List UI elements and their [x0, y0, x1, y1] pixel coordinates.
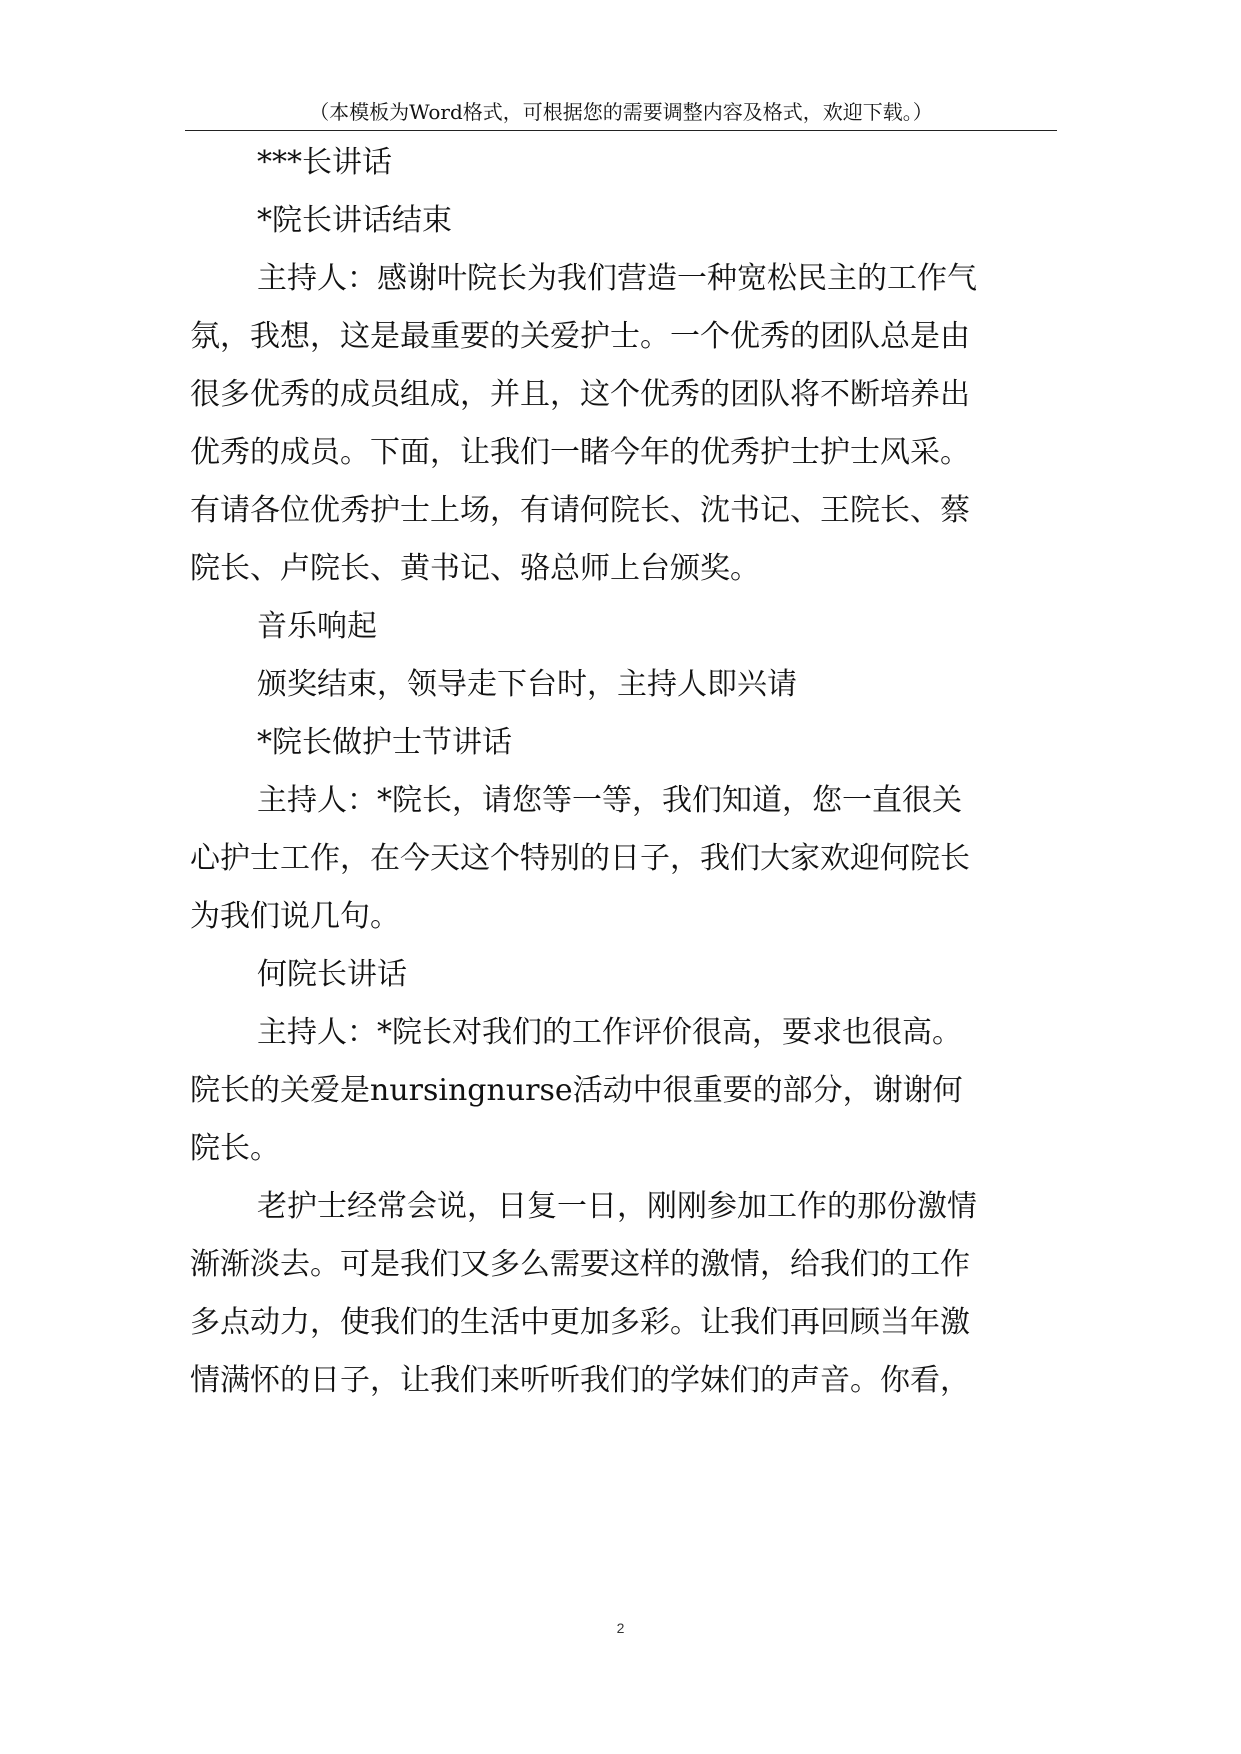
body-line: 渐渐淡去。可是我们又多么需要这样的激情，给我们的工作 — [190, 1247, 970, 1282]
body-line: 音乐响起 — [257, 609, 377, 644]
body-line: 何院长讲话 — [257, 957, 407, 992]
header-rule — [185, 130, 1057, 131]
body-line: 院长、卢院长、黄书记、骆总师上台颁奖。 — [190, 551, 760, 586]
body-line: 氛，我想，这是最重要的关爱护士。一个优秀的团队总是由 — [190, 319, 970, 354]
body-line: 多点动力，使我们的生活中更加多彩。让我们再回顾当年激 — [190, 1305, 970, 1340]
body-line: 为我们说几句。 — [190, 899, 400, 934]
body-line: 院长的关爱是nursingnurse活动中很重要的部分，谢谢何 — [190, 1073, 963, 1108]
body-line: 主持人：*院长，请您等一等，我们知道，您一直很关 — [257, 783, 962, 818]
page-header-note: （本模板为Word格式，可根据您的需要调整内容及格式，欢迎下载。） — [309, 100, 933, 124]
body-line: *院长做护士节讲话 — [257, 725, 512, 760]
body-line: 优秀的成员。下面，让我们一睹今年的优秀护士护士风采。 — [190, 435, 970, 470]
body-line: 颁奖结束，领导走下台时，主持人即兴请 — [257, 667, 797, 702]
body-line: ***长讲话 — [257, 145, 392, 180]
body-line: 有请各位优秀护士上场，有请何院长、沈书记、王院长、蔡 — [190, 493, 970, 528]
body-line: 很多优秀的成员组成，并且，这个优秀的团队将不断培养出 — [190, 377, 970, 412]
body-line: 院长。 — [190, 1131, 280, 1166]
body-line: 主持人：感谢叶院长为我们营造一种宽松民主的工作气 — [257, 261, 977, 296]
body-line: 心护士工作，在今天这个特别的日子，我们大家欢迎何院长 — [190, 841, 970, 876]
body-line: *院长讲话结束 — [257, 203, 452, 238]
body-line: 情满怀的日子，让我们来听听我们的学妹们的声音。你看， — [190, 1363, 970, 1398]
body-line: 老护士经常会说，日复一日，刚刚参加工作的那份激情 — [257, 1189, 977, 1224]
body-line: 主持人：*院长对我们的工作评价很高，要求也很高。 — [257, 1015, 962, 1050]
page-number: 2 — [616, 1620, 625, 1636]
